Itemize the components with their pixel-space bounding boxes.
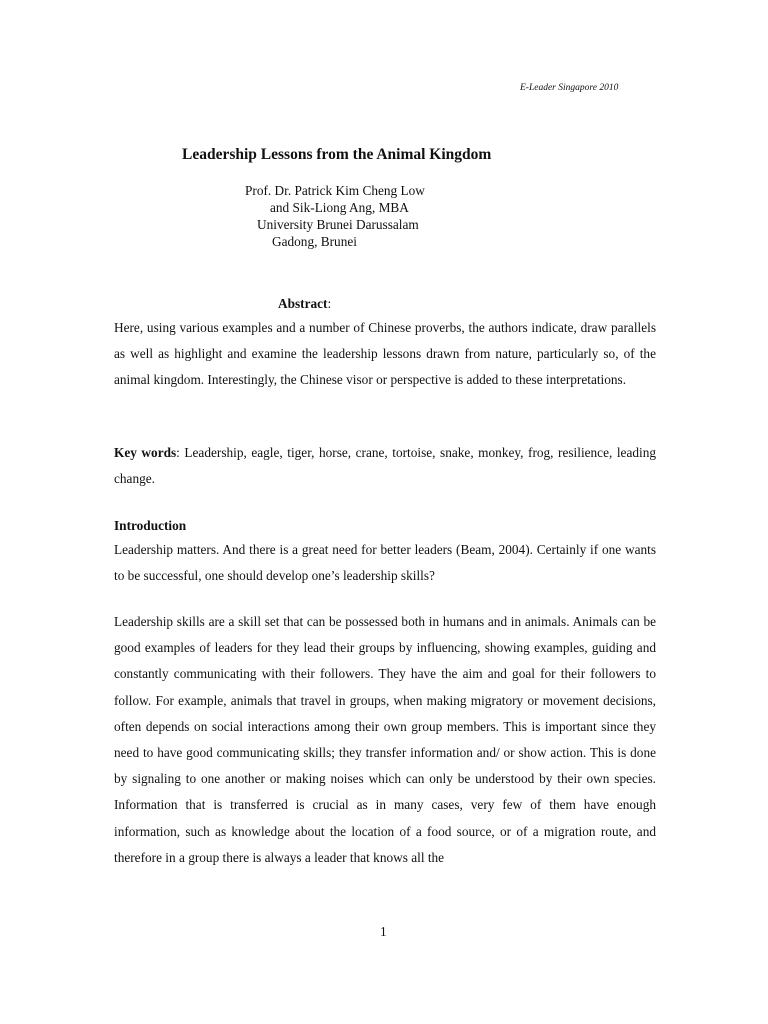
- author-line: Prof. Dr. Patrick Kim Cheng Low: [245, 183, 425, 198]
- paper-title: Leadership Lessons from the Animal Kingdom: [182, 146, 492, 163]
- author-line: and Sik-Liong Ang, MBA: [270, 200, 409, 215]
- abstract-heading-colon: :: [327, 296, 332, 311]
- running-header: E-Leader Singapore 2010: [520, 83, 619, 93]
- keywords-label: Key words: [114, 445, 177, 460]
- abstract-heading-label: Abstract: [278, 296, 328, 311]
- abstract-text: Here, using various examples and a number of Chinese proverbs, the authors indicate, draw parallels as well as highlight and examine the leadership lessons drawn from nature, particularly so, of the animal kingdom. Interestingly, the Chinese visor or perspective is added to these interpretations.: [114, 320, 656, 388]
- abstract-heading: [278, 296, 331, 312]
- introduction-heading: Introduction: [114, 518, 187, 533]
- page-number: 1: [380, 924, 387, 939]
- keywords-paragraph: [114, 440, 656, 492]
- author-affiliation: University Brunei Darussalam: [257, 217, 419, 232]
- author-location: Gadong, Brunei: [272, 234, 357, 249]
- intro-paragraph-2: Leadership skills are a skill set that can be possessed both in humans and in animals. Animals can be good examples of leaders for they lead their groups by influencing, showing examples, guiding and constantly communicating with their followers. They have the aim and goal for their followers to follow. For example, animals that travel in groups, when making migratory or movement decisions, often depends on social interactions among their own group members. This is important since they need to have good communicating skills; they transfer information and/ or show action. This is done by signaling to one another or making noises which can only be understood by their own species. Information that is transferred is crucial as in many cases, very few of them have enough information, such as knowledge about the location of a food source, or of a migration route, and therefore in a group there is always a leader that knows all the: [114, 614, 656, 865]
- keywords-text: : Leadership, eagle, tiger, horse, crane, tortoise, snake, monkey, frog, resilience, leading change.: [114, 445, 656, 487]
- intro-paragraph-1: Leadership matters. And there is a great need for better leaders (Beam, 2004). Certainly if one wants to be successful, one should develop one’s leadership skills?: [114, 542, 656, 584]
